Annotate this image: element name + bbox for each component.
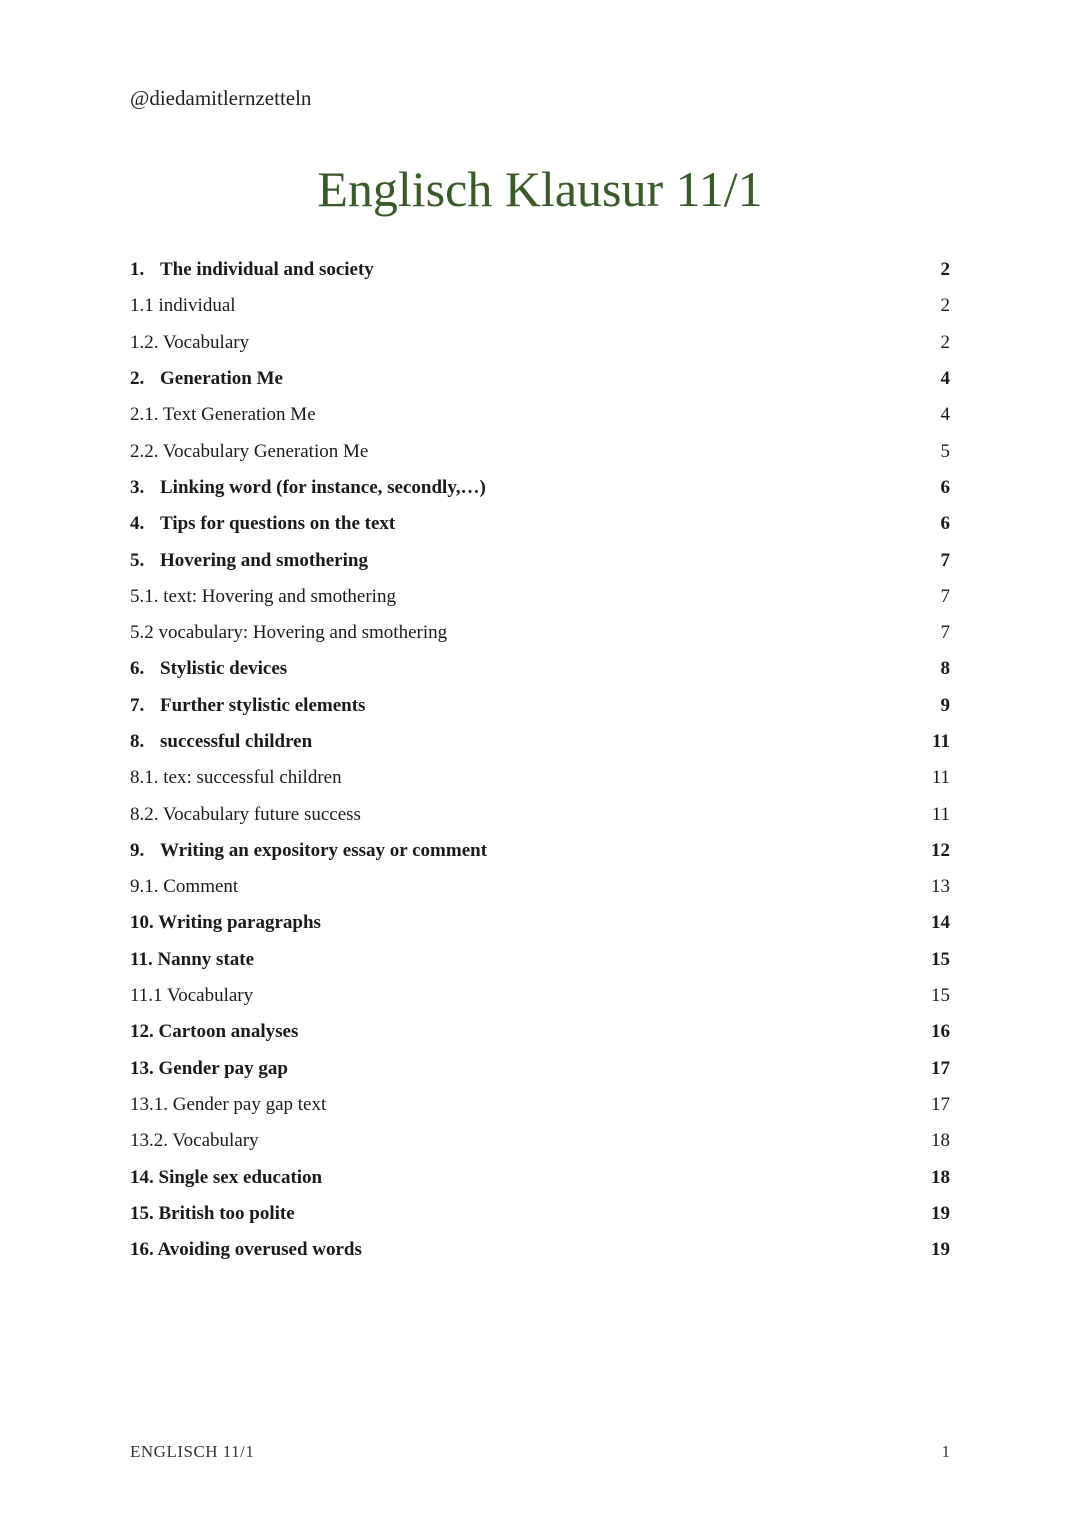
toc-entry-label	[130, 658, 287, 680]
toc-entry-page: 12	[931, 839, 950, 861]
toc-entry-page: 4	[940, 368, 950, 390]
toc-entry-number: 6.	[130, 658, 145, 680]
toc-entry-label	[130, 622, 447, 644]
toc-entry-page: 15	[931, 985, 950, 1007]
toc-entry-page: 11	[931, 767, 950, 789]
toc-entry-text: Writing an expository essay or comment	[160, 839, 488, 861]
toc-entry-page: 19	[931, 1239, 950, 1261]
toc-entry[interactable]	[130, 288, 950, 324]
toc-entry[interactable]	[130, 252, 950, 288]
toc-entry-label	[130, 550, 368, 572]
toc-entry-number: 9.	[130, 839, 145, 861]
toc-entry-label	[130, 912, 321, 934]
toc-entry-text: The individual and society	[160, 259, 374, 281]
toc-entry-text: 1.2. Vocabulary	[130, 331, 250, 353]
toc-entry-text: 13.2. Vocabulary	[130, 1130, 259, 1152]
toc-entry[interactable]	[130, 1196, 950, 1232]
toc-entry-text: 11. Nanny state	[130, 948, 255, 970]
toc-entry-text: 8.1. tex: successful children	[130, 767, 342, 789]
toc-entry-label	[130, 477, 486, 499]
toc-entry-text: 14. Single sex education	[130, 1166, 323, 1188]
toc-entry-page: 13	[931, 876, 950, 898]
toc-entry-label	[130, 295, 236, 317]
toc-entry[interactable]	[130, 1159, 950, 1195]
toc-entry-text: successful children	[160, 731, 313, 752]
toc-entry-page: 5	[940, 440, 950, 462]
toc-entry-text: Generation Me	[160, 368, 283, 390]
toc-entry-number: 4.	[130, 513, 145, 535]
toc-entry-page: 7	[940, 585, 950, 607]
toc-entry-text: Linking word (for instance, secondly,…)	[160, 476, 486, 498]
toc-entry-label	[130, 513, 395, 535]
toc-entry-label	[130, 1167, 322, 1189]
toc-entry-text: Tips for questions on the text	[160, 513, 396, 535]
toc-entry-text: 8.2. Vocabulary future success	[130, 803, 361, 825]
table-of-contents	[130, 252, 950, 1268]
toc-entry-page: 11	[931, 803, 950, 825]
toc-entry-text: 13.1. Gender pay gap text	[130, 1093, 327, 1115]
toc-entry[interactable]	[130, 579, 950, 615]
toc-entry-label	[130, 1203, 295, 1225]
toc-entry-page: 6	[940, 513, 950, 535]
toc-entry[interactable]	[130, 760, 950, 796]
toc-entry-number: 8.	[130, 731, 145, 752]
toc-entry-text: 16. Avoiding overused words	[130, 1239, 362, 1261]
toc-entry-page: 18	[931, 1130, 950, 1152]
footer-title: ENGLISCH 11/1	[130, 1442, 255, 1461]
toc-entry[interactable]	[130, 361, 950, 397]
toc-entry-page: 11	[932, 731, 950, 752]
toc-entry-page: 7	[940, 549, 950, 571]
toc-entry-label	[130, 804, 361, 826]
toc-entry-text: 5.2 vocabulary: Hovering and smothering	[130, 622, 448, 644]
toc-entry-text: Further stylistic elements	[160, 694, 366, 716]
toc-entry-page: 2	[940, 331, 950, 353]
toc-entry-page: 2	[940, 295, 950, 317]
toc-entry-label	[130, 404, 316, 426]
toc-entry-text: 10. Writing paragraphs	[130, 912, 321, 934]
toc-entry[interactable]	[130, 905, 950, 941]
toc-entry-page: 9	[940, 694, 950, 716]
toc-entry-page: 18	[931, 1166, 950, 1188]
toc-entry-number: 3.	[130, 476, 145, 498]
toc-entry[interactable]	[130, 724, 950, 760]
toc-entry-text: 5.1. text: Hovering and smothering	[130, 585, 396, 607]
toc-entry-label	[130, 767, 342, 789]
toc-entry-label	[130, 731, 312, 753]
toc-entry-label	[130, 1058, 288, 1080]
toc-entry-label	[130, 1094, 326, 1116]
toc-entry-text: 15. British too polite	[130, 1202, 295, 1224]
toc-entry-page: 19	[931, 1202, 950, 1224]
toc-entry-page: 15	[931, 948, 950, 970]
toc-entry-label	[130, 695, 365, 717]
toc-entry[interactable]	[130, 506, 950, 542]
toc-entry-number: 7.	[130, 694, 145, 716]
toc-entry[interactable]	[130, 796, 950, 832]
toc-entry[interactable]	[130, 542, 950, 578]
toc-entry-text: Hovering and smothering	[160, 549, 368, 571]
footer-page-number: 1	[941, 1442, 950, 1461]
toc-entry-label	[130, 876, 238, 898]
toc-entry[interactable]	[130, 470, 950, 506]
toc-entry-number: 1.	[130, 259, 145, 281]
toc-entry-label	[130, 949, 254, 971]
toc-entry-label	[130, 840, 487, 862]
author-handle: @diedamitlernzetteln	[130, 86, 312, 110]
toc-entry-page: 2	[940, 259, 950, 281]
toc-entry-page: 7	[940, 622, 950, 644]
toc-entry-text: 2.2. Vocabulary Generation Me	[130, 440, 369, 462]
toc-entry-label	[130, 586, 396, 608]
toc-entry-label	[130, 259, 374, 281]
toc-entry-page: 16	[931, 1021, 950, 1043]
toc-entry-number: 2.	[130, 368, 145, 390]
toc-entry-label	[130, 441, 368, 463]
toc-entry[interactable]	[130, 688, 950, 724]
toc-entry-label	[130, 1239, 362, 1261]
toc-entry[interactable]	[130, 978, 950, 1014]
toc-entry[interactable]	[130, 1014, 950, 1050]
toc-entry[interactable]	[130, 1232, 950, 1268]
toc-entry-text: 13. Gender pay gap	[130, 1057, 289, 1079]
toc-entry[interactable]	[130, 869, 950, 905]
document-title: Englisch Klausur 11/1	[317, 161, 763, 217]
toc-entry-text: 9.1. Comment	[130, 876, 239, 898]
toc-entry[interactable]	[130, 615, 950, 651]
toc-entry-page: 14	[931, 912, 950, 934]
toc-entry[interactable]	[130, 942, 950, 978]
toc-entry-text: 12. Cartoon analyses	[130, 1021, 299, 1043]
toc-entry-page: 17	[931, 1093, 950, 1115]
toc-entry[interactable]	[130, 397, 950, 433]
toc-entry[interactable]	[130, 651, 950, 687]
toc-entry-label	[130, 1021, 298, 1043]
toc-entry-number: 5.	[130, 549, 145, 571]
toc-entry-text: 11.1 Vocabulary	[130, 985, 254, 1007]
toc-entry[interactable]	[130, 325, 950, 361]
toc-entry[interactable]	[130, 1051, 950, 1087]
toc-entry-label	[130, 368, 283, 390]
toc-entry-label	[130, 985, 253, 1007]
toc-entry-text: 2.1. Text Generation Me	[130, 404, 316, 426]
toc-entry-label	[130, 332, 249, 354]
toc-entry-text: 1.1 individual	[130, 295, 236, 317]
toc-entry-page: 6	[940, 476, 950, 498]
toc-entry-page: 4	[940, 404, 950, 426]
toc-entry[interactable]	[130, 1087, 950, 1123]
toc-entry-label	[130, 1130, 259, 1152]
toc-entry[interactable]	[130, 833, 950, 869]
toc-entry[interactable]	[130, 433, 950, 469]
toc-entry-page: 8	[940, 658, 950, 680]
toc-entry[interactable]	[130, 1123, 950, 1159]
toc-entry-text: Stylistic devices	[160, 658, 288, 680]
toc-entry-page: 17	[931, 1057, 950, 1079]
